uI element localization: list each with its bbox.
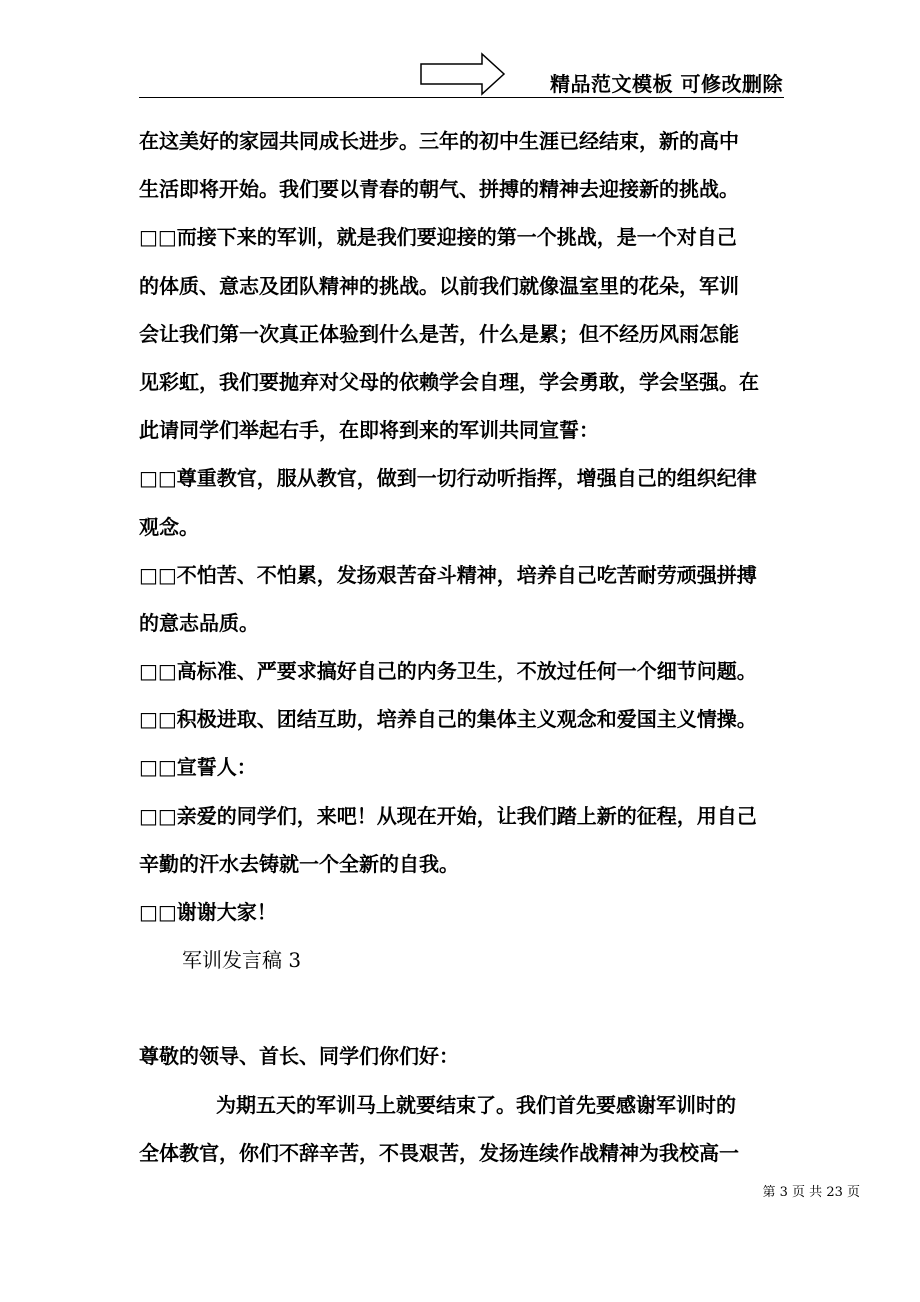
text-line: □□积极进取、团结互助，培养自己的集体主义观念和爱国主义情操。	[139, 707, 757, 732]
text-line: 见彩虹，我们要抛弃对父母的依赖学会自理，学会勇敢，学会坚强。在	[139, 369, 759, 394]
header-title: 精品范文模板 可修改删除	[550, 72, 783, 96]
text-line: 生活即将开始。我们要以青春的朝气、拼搏的精神去迎接新的挑战。	[139, 177, 739, 202]
right-arrow-icon	[420, 52, 506, 96]
salutation-line: 尊敬的领导、首长、同学们你们好：	[139, 1044, 459, 1069]
text-line: 此请同学们举起右手，在即将到来的军训共同宣誓：	[139, 418, 599, 443]
text-line: □□尊重教官，服从教官，做到一切行动听指挥，增强自己的组织纪律	[139, 466, 757, 491]
text-line: □□不怕苦、不怕累，发扬艰苦奋斗精神，培养自己吃苦耐劳顽强拼搏	[139, 562, 757, 587]
text-line: □□谢谢大家！	[139, 900, 277, 924]
document-body	[139, 117, 789, 1177]
text-line: □□高标准、严要求搞好自己的内务卫生，不放过任何一个细节问题。	[139, 659, 757, 684]
text-line: 辛勤的汗水去铸就一个全新的自我。	[139, 851, 459, 876]
text-line: 观念。	[139, 514, 199, 539]
blank-line	[139, 984, 789, 1032]
text-line: □□而接下来的军训，就是我们要迎接的第一个挑战，是一个对自己	[139, 225, 737, 250]
page-number: 第 3 页 共 23 页	[762, 1185, 860, 1200]
section-heading: 军训发言稿 3	[182, 948, 302, 973]
text-line: □□亲爱的同学们，来吧！从现在开始，让我们踏上新的征程，用自己	[139, 803, 757, 828]
text-line: □□宣誓人：	[139, 755, 257, 780]
header-divider	[139, 97, 784, 98]
text-line: 的意志品质。	[139, 610, 259, 635]
text-line: 为期五天的军训马上就要结束了。我们首先要感谢军训时的	[216, 1092, 736, 1117]
text-line: 会让我们第一次真正体验到什么是苦，什么是累；但不经历风雨怎能	[139, 321, 739, 346]
text-line: 在这美好的家园共同成长进步。三年的初中生涯已经结束，新的高中	[139, 129, 739, 153]
text-line: 的体质、意志及团队精神的挑战。以前我们就像温室里的花朵，军训	[139, 273, 739, 298]
text-line: 全体教官，你们不辞辛苦，不畏艰苦，发扬连续作战精神为我校高一	[139, 1140, 739, 1165]
